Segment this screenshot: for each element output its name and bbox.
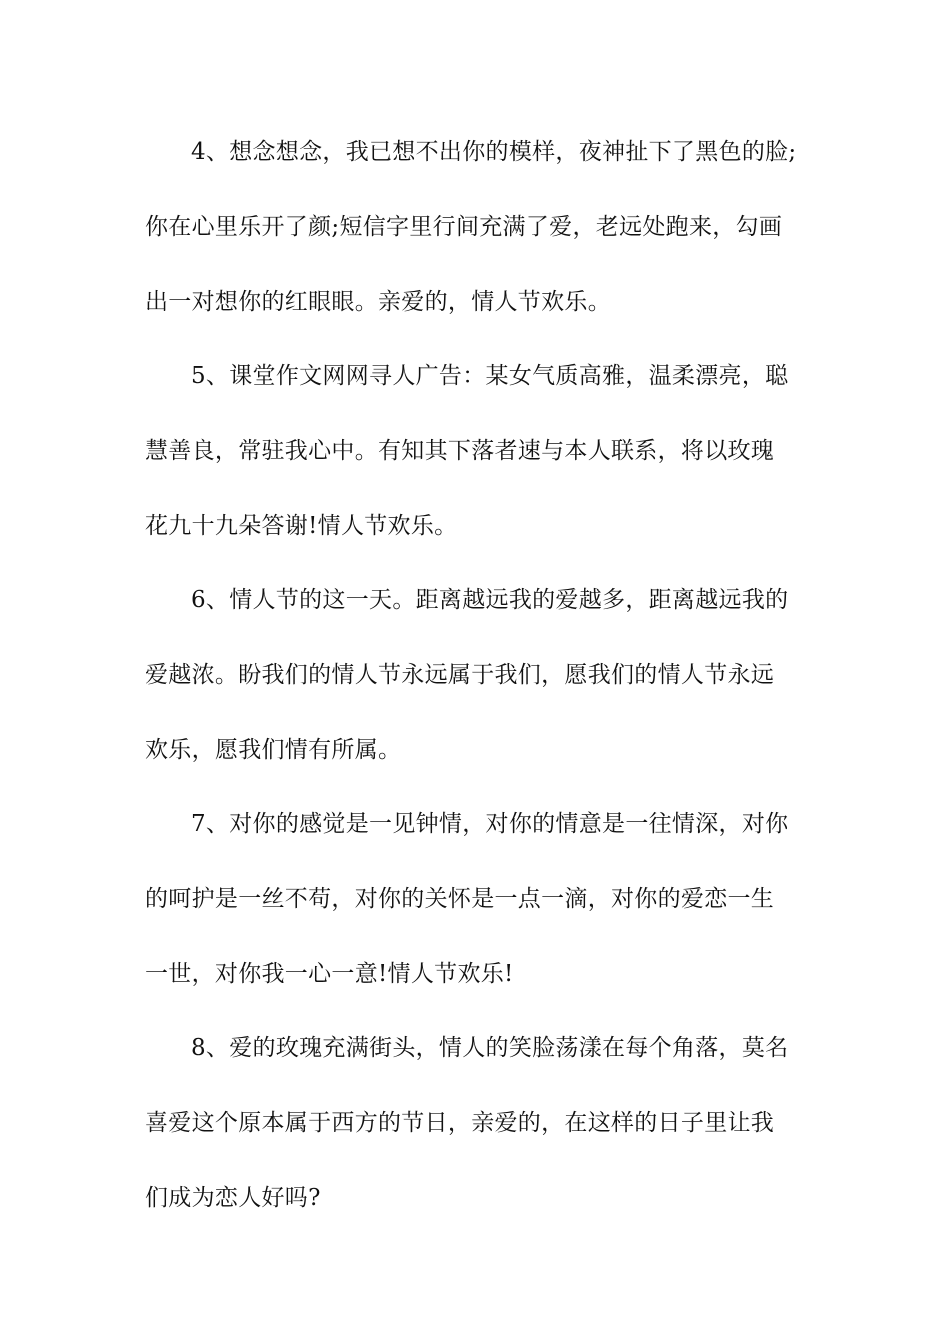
paragraph-line: 欢乐，愿我们情有所属。	[145, 737, 402, 763]
paragraph-line: 出一对想你的红眼眼。亲爱的，情人节欢乐。	[145, 289, 611, 315]
paragraph-line: 6、情人节的这一天。距离越远我的爱越多，距离越远我的	[191, 587, 789, 613]
paragraph-4	[145, 115, 815, 340]
paragraph-line: 7、对你的感觉是一见钟情，对你的情意是一往情深，对你	[191, 811, 789, 837]
paragraph-line: 爱越浓。盼我们的情人节永远属于我们，愿我们的情人节永远	[145, 662, 775, 688]
paragraph-line: 你在心里乐开了颜;短信字里行间充满了爱，老远处跑来，勾画	[145, 214, 783, 240]
paragraph-line: 的呵护是一丝不苟，对你的关怀是一点一滴，对你的爱恋一生	[145, 886, 775, 912]
paragraph-7	[145, 787, 815, 1012]
paragraph-line: 喜爱这个原本属于西方的节日，亲爱的，在这样的日子里让我	[145, 1110, 775, 1136]
paragraph-line: 8、爱的玫瑰充满街头，情人的笑脸荡漾在每个角落，莫名	[191, 1035, 789, 1061]
paragraph-line: 慧善良，常驻我心中。有知其下落者速与本人联系，将以玫瑰	[145, 438, 775, 464]
paragraph-5	[145, 339, 815, 564]
paragraph-8	[145, 1011, 815, 1236]
paragraph-line: 们成为恋人好吗?	[145, 1185, 321, 1211]
paragraph-6	[145, 563, 815, 788]
paragraph-line: 一世，对你我一心一意!情人节欢乐!	[145, 961, 514, 987]
paragraph-line: 花九十九朵答谢!情人节欢乐。	[145, 513, 458, 539]
paragraph-line: 4、想念想念，我已想不出你的模样，夜神扯下了黑色的脸;	[191, 139, 797, 165]
paragraph-line: 5、课堂作文网网寻人广告：某女气质高雅，温柔漂亮，聪	[191, 363, 789, 389]
